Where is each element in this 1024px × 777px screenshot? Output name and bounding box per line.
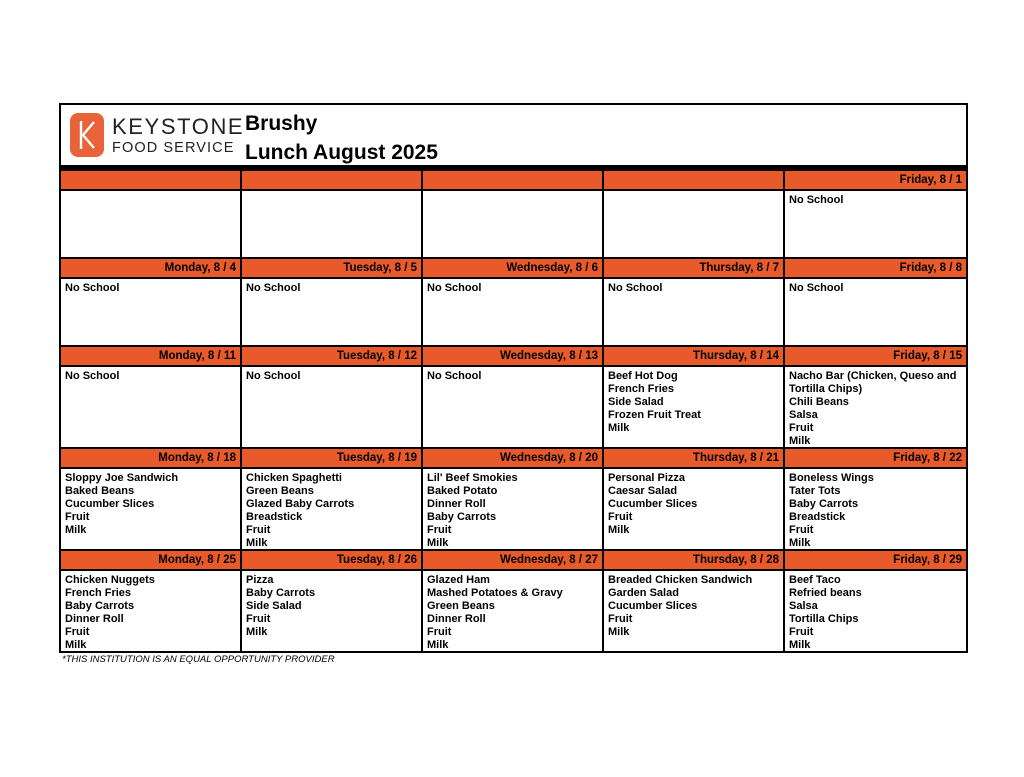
menu-item: Breadstick (789, 511, 846, 523)
menu-item: Refried beans (789, 587, 862, 599)
day-cell (785, 171, 966, 259)
day-header: Thursday, 8 / 28 (604, 551, 783, 571)
day-menu (242, 191, 421, 257)
menu-item: Salsa (789, 409, 818, 421)
menu-item: Beef Hot Dog (608, 370, 678, 382)
menu-item: Dinner Roll (427, 498, 486, 510)
day-cell (604, 171, 785, 259)
menu-item: Baked Beans (65, 485, 135, 497)
day-menu (785, 191, 966, 257)
menu-calendar (59, 103, 968, 653)
day-cell (785, 449, 966, 551)
menu-item: Milk (608, 524, 630, 536)
day-header: Monday, 8 / 18 (61, 449, 240, 469)
menu-item: Tater Tots (789, 485, 841, 497)
menu-item: Fruit (789, 524, 814, 536)
menu-item: Baby Carrots (789, 498, 859, 510)
day-menu (604, 571, 783, 651)
day-cell (242, 171, 423, 259)
calendar-grid (61, 171, 966, 651)
page-title (245, 109, 438, 167)
day-cell (61, 171, 242, 259)
day-cell (242, 449, 423, 551)
menu-item: Breaded Chicken Sandwich (608, 574, 753, 586)
menu-item: Cucumber Slices (608, 600, 698, 612)
menu-item: Baby Carrots (65, 600, 135, 612)
menu-header (61, 105, 966, 171)
day-menu (242, 367, 421, 447)
day-menu (785, 279, 966, 345)
day-cell (423, 551, 604, 651)
menu-item: Nacho Bar (Chicken, Queso and Tortilla Chips) (789, 370, 957, 395)
menu-item: Side Salad (608, 396, 664, 408)
day-menu (785, 571, 966, 651)
menu-item: Baby Carrots (427, 511, 497, 523)
menu-item: Fruit (789, 422, 814, 434)
day-header (61, 171, 240, 191)
day-cell (785, 551, 966, 651)
day-cell (61, 259, 242, 347)
day-cell (785, 259, 966, 347)
day-menu (242, 469, 421, 549)
day-header (242, 171, 421, 191)
day-menu (61, 571, 240, 651)
day-header (423, 171, 602, 191)
day-header: Friday, 8 / 1 (785, 171, 966, 191)
menu-item: Dinner Roll (427, 613, 486, 625)
day-cell (61, 551, 242, 651)
day-cell (61, 347, 242, 449)
day-header: Thursday, 8 / 14 (604, 347, 783, 367)
menu-item: No School (65, 282, 120, 294)
menu-item: Milk (789, 639, 811, 651)
menu-item: No School (789, 282, 844, 294)
brand-line-1: KEYSTONE (112, 114, 245, 139)
menu-item: Milk (608, 626, 630, 638)
day-cell (423, 259, 604, 347)
keystone-logo-icon (70, 113, 104, 157)
menu-item: Green Beans (427, 600, 495, 612)
footnote: *THIS INSTITUTION IS AN EQUAL OPPORTUNITY PROVIDER (62, 654, 335, 665)
day-header: Monday, 8 / 25 (61, 551, 240, 571)
day-header: Wednesday, 8 / 20 (423, 449, 602, 469)
menu-item: No School (65, 370, 120, 382)
menu-item: Milk (427, 537, 449, 549)
menu-item: Chili Beans (789, 396, 849, 408)
menu-item: Fruit (65, 626, 90, 638)
menu-item: French Fries (65, 587, 132, 599)
menu-item: Salsa (789, 600, 818, 612)
menu-item: Personal Pizza (608, 472, 686, 484)
menu-item: Beef Taco (789, 574, 841, 586)
menu-item: No School (789, 194, 844, 206)
menu-item: Fruit (608, 613, 633, 625)
day-menu (604, 367, 783, 447)
menu-item: Fruit (608, 511, 633, 523)
menu-item: No School (427, 370, 482, 382)
menu-item: Garden Salad (608, 587, 679, 599)
menu-item: Glazed Baby Carrots (246, 498, 355, 510)
menu-item: Fruit (427, 626, 452, 638)
menu-item: Milk (427, 639, 449, 651)
day-menu (61, 279, 240, 345)
menu-item: Milk (608, 422, 630, 434)
menu-item: Mashed Potatoes & Gravy (427, 587, 563, 599)
menu-item: Cucumber Slices (65, 498, 155, 510)
day-cell (423, 171, 604, 259)
menu-item: Chicken Spaghetti (246, 472, 342, 484)
day-cell (242, 259, 423, 347)
brand-line-2: FOOD SERVICE (112, 140, 235, 156)
day-cell (242, 347, 423, 449)
menu-item: Fruit (789, 626, 814, 638)
day-menu (61, 191, 240, 257)
day-menu (423, 469, 602, 549)
menu-item: Dinner Roll (65, 613, 124, 625)
day-menu (61, 367, 240, 447)
day-header: Wednesday, 8 / 13 (423, 347, 602, 367)
day-header: Friday, 8 / 22 (785, 449, 966, 469)
menu-item: Boneless Wings (789, 472, 874, 484)
menu-item: Milk (789, 435, 811, 447)
day-header: Tuesday, 8 / 19 (242, 449, 421, 469)
day-menu (604, 191, 783, 257)
day-menu (604, 469, 783, 549)
menu-item: Fruit (246, 524, 271, 536)
menu-item: Fruit (427, 524, 452, 536)
day-menu (242, 571, 421, 651)
day-header (604, 171, 783, 191)
day-header: Monday, 8 / 11 (61, 347, 240, 367)
menu-item: French Fries (608, 383, 675, 395)
day-cell (423, 449, 604, 551)
day-cell (785, 347, 966, 449)
day-cell (604, 449, 785, 551)
day-menu (785, 469, 966, 549)
menu-item: Milk (65, 639, 87, 651)
day-header: Wednesday, 8 / 6 (423, 259, 602, 279)
menu-item: No School (427, 282, 482, 294)
day-menu (242, 279, 421, 345)
day-header: Tuesday, 8 / 5 (242, 259, 421, 279)
menu-item: Side Salad (246, 600, 302, 612)
day-menu (423, 279, 602, 345)
day-header: Thursday, 8 / 7 (604, 259, 783, 279)
day-cell (604, 259, 785, 347)
menu-item: Glazed Ham (427, 574, 490, 586)
day-header: Wednesday, 8 / 27 (423, 551, 602, 571)
day-cell (242, 551, 423, 651)
day-menu (423, 571, 602, 651)
menu-title: Lunch August 2025 (245, 141, 438, 164)
menu-item: Sloppy Joe Sandwich (65, 472, 179, 484)
menu-item: Tortilla Chips (789, 613, 859, 625)
menu-item: Caesar Salad (608, 485, 678, 497)
day-menu (423, 367, 602, 447)
day-header: Monday, 8 / 4 (61, 259, 240, 279)
day-header: Friday, 8 / 8 (785, 259, 966, 279)
menu-item: No School (608, 282, 663, 294)
day-cell (604, 347, 785, 449)
day-cell (423, 347, 604, 449)
day-cell (61, 449, 242, 551)
menu-item: Chicken Nuggets (65, 574, 155, 586)
menu-item: Pizza (246, 574, 274, 586)
menu-item: Milk (65, 524, 87, 536)
day-menu (604, 279, 783, 345)
menu-item: Baked Potato (427, 485, 498, 497)
menu-item: Breadstick (246, 511, 303, 523)
menu-item: Cucumber Slices (608, 498, 698, 510)
menu-item: Milk (246, 537, 268, 549)
menu-item: No School (246, 282, 301, 294)
menu-item: Milk (789, 537, 811, 549)
day-cell (604, 551, 785, 651)
menu-item: Baby Carrots (246, 587, 316, 599)
menu-item: No School (246, 370, 301, 382)
menu-item: Frozen Fruit Treat (608, 409, 701, 421)
menu-item: Lil' Beef Smokies (427, 472, 518, 484)
menu-item: Fruit (65, 511, 90, 523)
day-menu (785, 367, 966, 447)
day-header: Tuesday, 8 / 12 (242, 347, 421, 367)
menu-item: Green Beans (246, 485, 314, 497)
day-menu (61, 469, 240, 549)
day-header: Friday, 8 / 29 (785, 551, 966, 571)
day-menu (423, 191, 602, 257)
day-header: Thursday, 8 / 21 (604, 449, 783, 469)
day-header: Tuesday, 8 / 26 (242, 551, 421, 571)
school-name: Brushy (245, 112, 318, 135)
menu-item: Fruit (246, 613, 271, 625)
day-header: Friday, 8 / 15 (785, 347, 966, 367)
brand-wordmark (112, 116, 244, 156)
menu-item: Milk (246, 626, 268, 638)
